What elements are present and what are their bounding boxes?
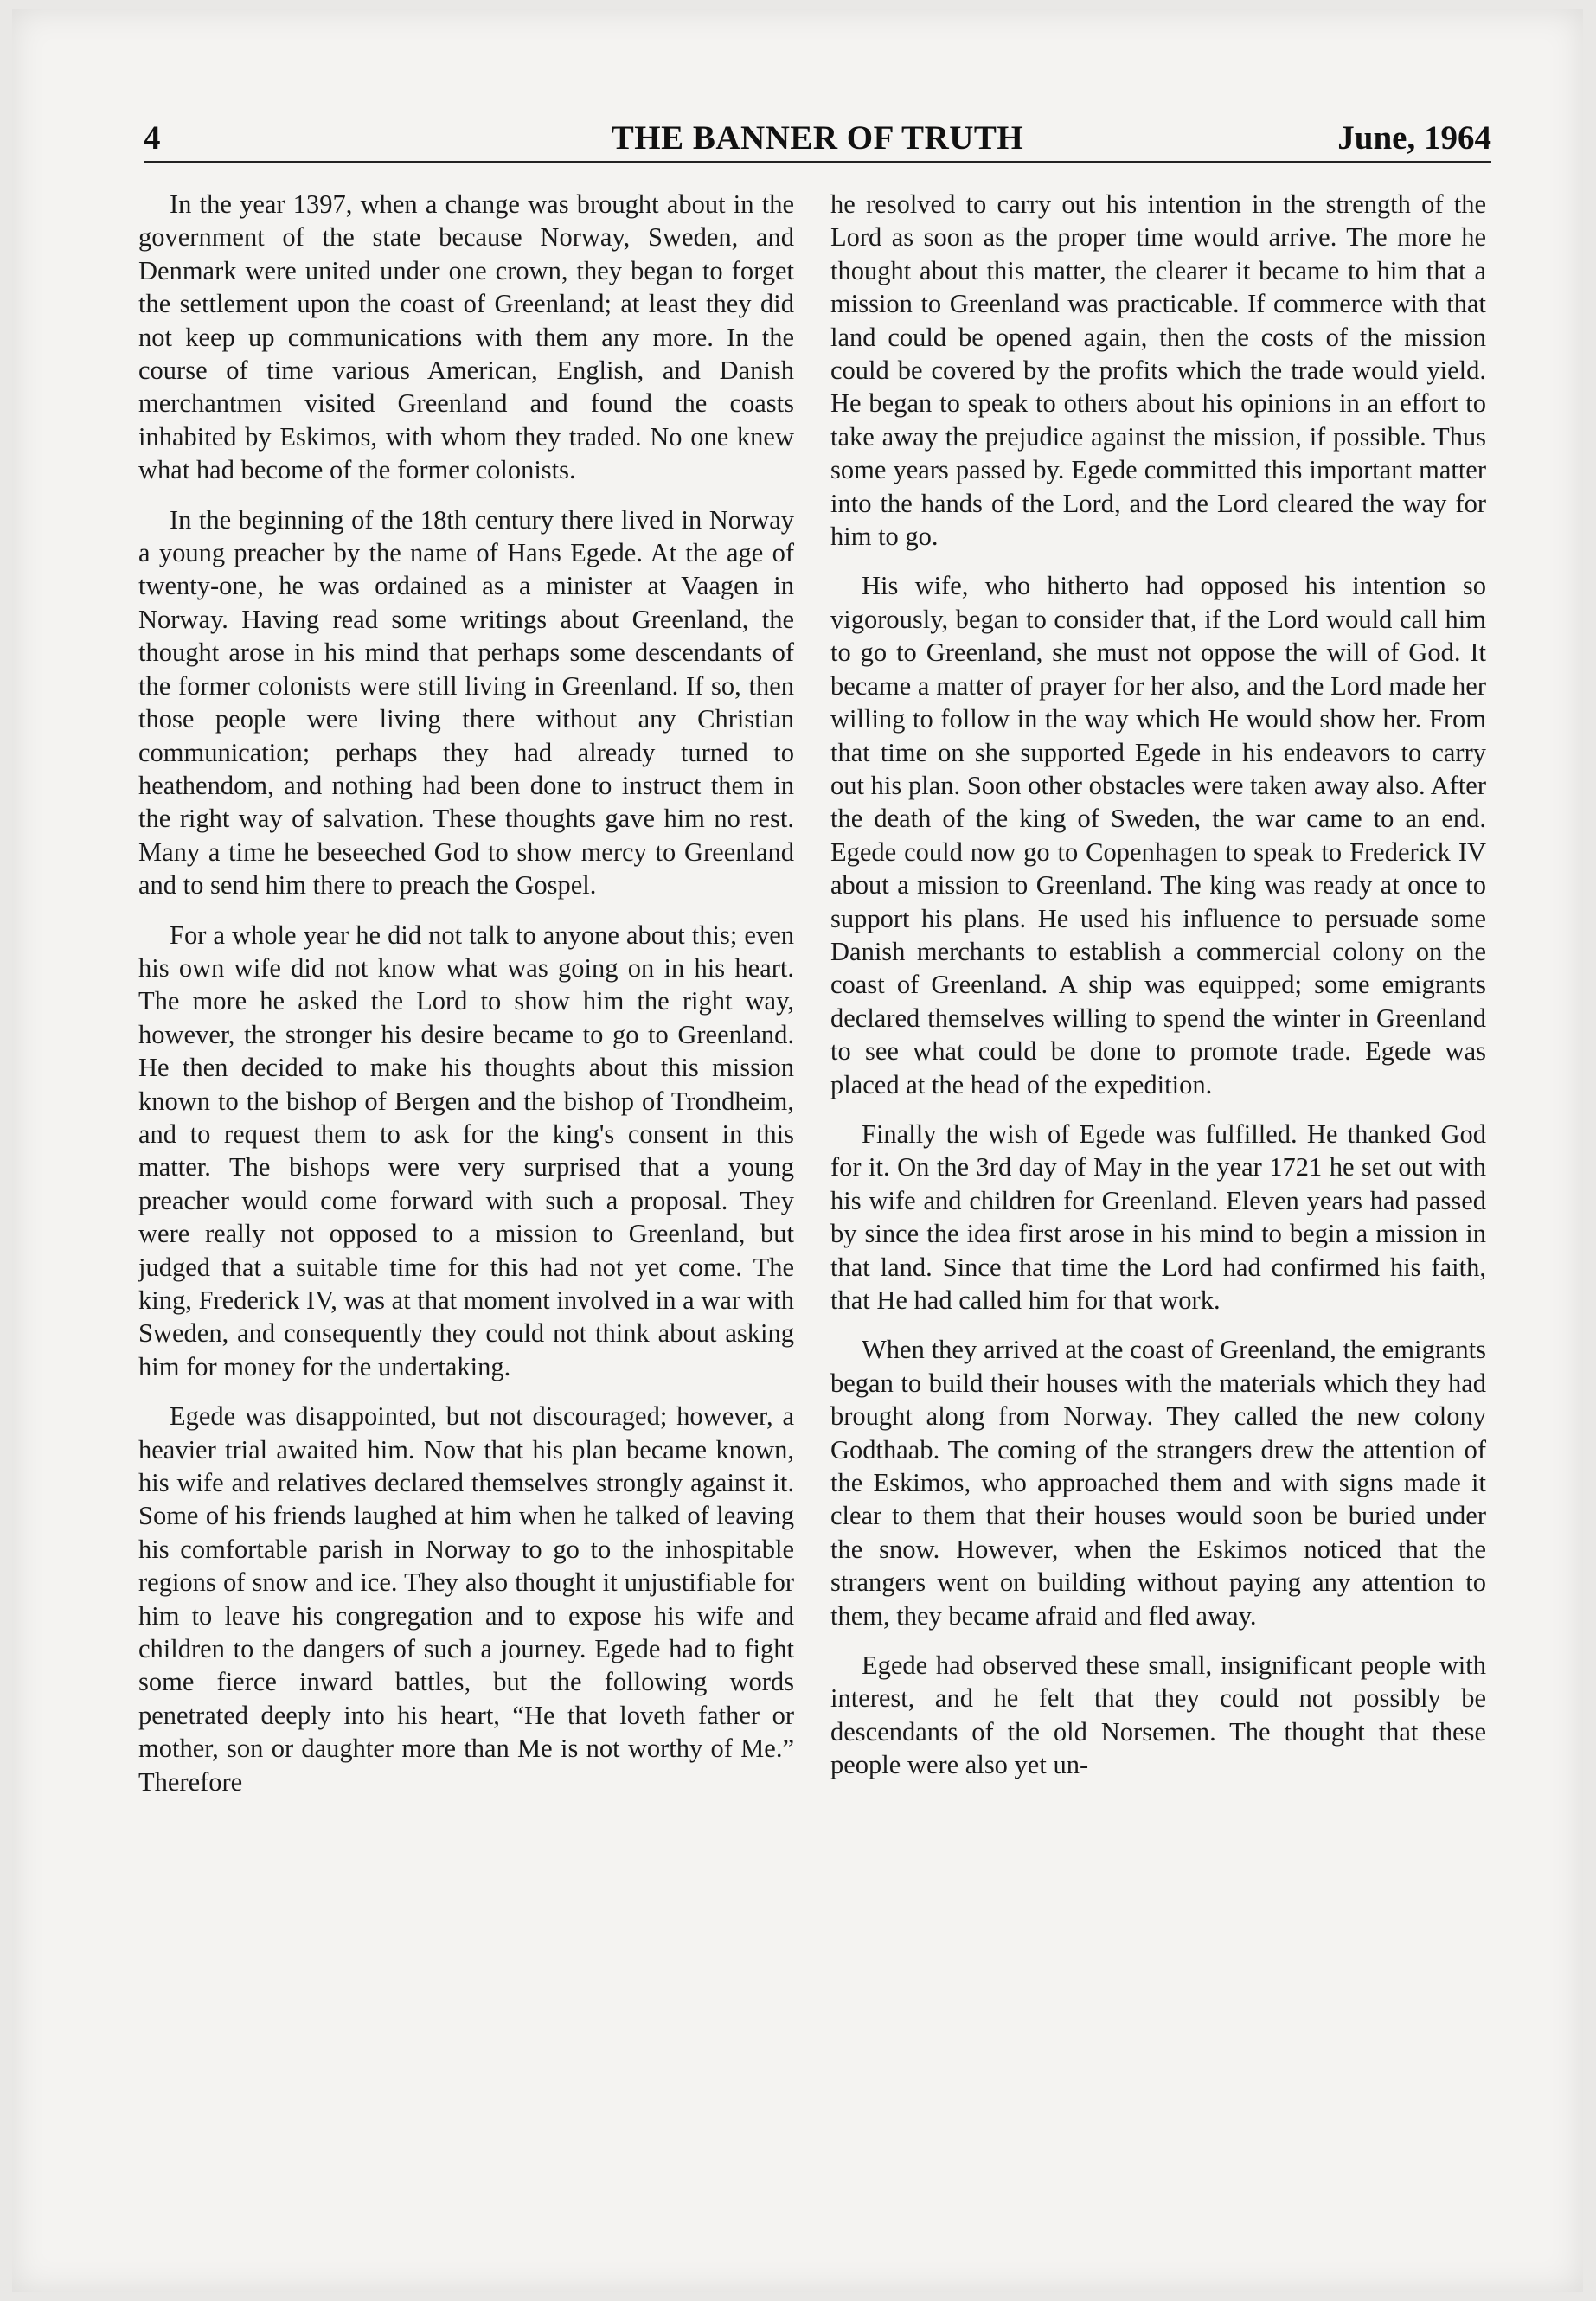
- paragraph: His wife, who hitherto had opposed his intention so vigorously, began to consider that, if the Lord would call him to go to Greenland, she must not oppose the will of God. It became a matter of prayer for her also, and the Lord made her willing to follow in the way which He would show her. From that time on she supported Egede in his endeavors to carry out his plan. Soon other obstacles were taken away also. After the death of the king of Sweden, the war came to an end. Egede could now go to Copenhagen to speak to Frederick IV about a mission to Greenland. The king was ready at once to support his plans. He used his influence to persuade some Danish merchants to establish a commercial colony on the coast of Greenland. A ship was equipped; some emigrants declared themselves willing to spend the winter in Greenland to see what could be done to promote trade. Egede was placed at the head of the expedition.: [830, 571, 1486, 1099]
- paragraph: Egede was disappointed, but not discouraged; however, a heavier trial awaited him. Now that his plan became known, his wife and relatives declared themselves strongly against it. Some of his friends laughed at him when he talked of leaving his comfortable parish in Norway to go to the inhospitable regions of snow and ice. They also thought it unjustifiable for him to leave his congregation and to expose his wife and children to the dangers of such a journey. Egede had to fight some fierce inward battles, but the following words penetrated deeply into his heart, “He that loveth father or mother, son or daughter more than Me is not worthy of Me.” Therefore: [138, 1401, 794, 1797]
- issue-date: June, 1964: [1337, 119, 1491, 157]
- right-column: [830, 188, 1486, 1798]
- paragraph-continued: he resolved to carry out his intention in the strength of the Lord as soon as the proper time would arrive. The more he thought about this matter, the clearer it became to him that a mission to Greenland was practicable. If commerce with that land could be opened again, then the costs of the mission could be covered by the profits which the trade would yield. He began to speak to others about his opinions in an effort to take away the prejudice against the mission, if possible. Thus some years passed by. Egede committed this important matter into the hands of the Lord, and the Lord cleared the way for him to go.: [830, 189, 1486, 552]
- paragraph: When they arrived at the coast of Greenland, the emigrants began to build their houses with the materials which they had brought along from Norway. They called the new colony Godthaab. The coming of the strangers drew the attention of the Eskimos, who approached them and with signs made it clear to them that their houses would soon be buried under the snow. However, when the Eskimos noticed that the strangers went on building without paying any attention to them, they became afraid and fled away.: [830, 1335, 1486, 1631]
- paragraph: Egede had observed these small, insignificant people with interest, and he felt that they could not possibly be descendants of the old Norsemen. The thought that these people were also yet un-: [830, 1650, 1486, 1780]
- paragraph: In the beginning of the 18th century there lived in Norway a young preacher by the name of Hans Egede. At the age of twenty-one, he was ordained as a minister at Vaagen in Norway. Having read some writings about Greenland, the thought arose in his mind that perhaps some descendants of the former colonists were still living in Greenland. If so, then those people were living there without any Christian communication; perhaps they had already turned to heathendom, and nothing had been done to instruct them in the right way of salvation. These thoughts gave him no rest. Many a time he beseeched God to show mercy to Greenland and to send him there to preach the Gospel.: [138, 504, 794, 901]
- paragraph: Finally the wish of Egede was fulfilled. He thanked God for it. On the 3rd day of May in the year 1721 he set out with his wife and children for Greenland. Eleven years had passed by since the idea first arose in his mind to begin a mission in that land. Since that time the Lord had confirmed his faith, that He had called him for that work.: [830, 1118, 1486, 1315]
- paragraph: For a whole year he did not talk to anyone about this; even his own wife did not know what was going on in his heart. The more he asked the Lord to show him the right way, however, the stronger his desire became to go to Greenland. He then decided to make his thoughts about this mission known to the bishop of Bergen and the bishop of Trondheim, and to request them to ask for the king's consent in this matter. The bishops were very surprised that a young preacher would come forward with such a proposal. They were really not opposed to a mission to Greenland, but judged that a suitable time for this had not yet come. The king, Frederick IV, was at that moment involved in a war with Sweden, and consequently they could not think about asking him for money for the undertaking.: [138, 920, 794, 1381]
- page-header: [144, 119, 1491, 163]
- paragraph: In the year 1397, when a change was brought about in the government of the state because Norway, Sweden, and Denmark were united under one crown, they began to forget the settlement upon the coast of Greenland; at least they did not keep up communications with them any more. In the course of time various American, English, and Danish merchantmen visited Greenland and found the coasts inhabited by Eskimos, with whom they traded. No one knew what had become of the former colonists.: [138, 189, 794, 485]
- page-number: 4: [144, 119, 161, 157]
- left-column: [138, 188, 794, 1815]
- publication-title: THE BANNER OF TRUTH: [611, 119, 1024, 157]
- page: [12, 9, 1583, 2292]
